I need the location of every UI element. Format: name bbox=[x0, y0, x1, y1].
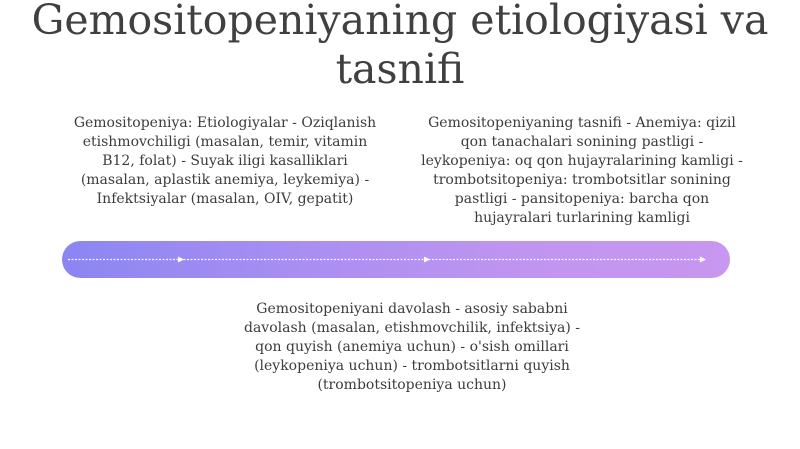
classification-text-block: Gemositopeniyaning tasnifi - Anemiya: qizil qon tanachalari sonining pastligi - leykopeniya: oq qon hujayralarining kamligi - trombotsitopeniya: trombotsitlar sonining pastligi - pansitopeniya: barcha qon hujayralari turlarining kamligi bbox=[421, 115, 743, 226]
timeline-bar bbox=[62, 241, 730, 278]
treatment-text-block: Gemositopeniyani davolash - asosiy sababni davolash (masalan, etishmovchilik, infektsiya) - qon quyish (anemiya uchun) - o'sish omillari (leykopeniya uchun) - trombotsitlarni quyish (trombotsitopeniya uchun) bbox=[244, 301, 580, 393]
timeline-arrows bbox=[62, 241, 730, 278]
arrow-head-2 bbox=[424, 257, 430, 263]
arrow-head-3 bbox=[700, 257, 706, 263]
arrow-head-1 bbox=[178, 257, 184, 263]
page-title: Gemositopeniyaning etiologiyasi va tasnifi bbox=[31, 0, 769, 93]
etiology-text-block: Gemositopeniya: Etiologiyalar - Oziqlanish etishmovchiligi (masalan, temir, vitamin B12, folat) - Suyak iligi kasalliklari (masalan, aplastik anemiya, leykemiya) - Infektsiyalar (masalan, OIV, gepatit) bbox=[73, 115, 377, 207]
